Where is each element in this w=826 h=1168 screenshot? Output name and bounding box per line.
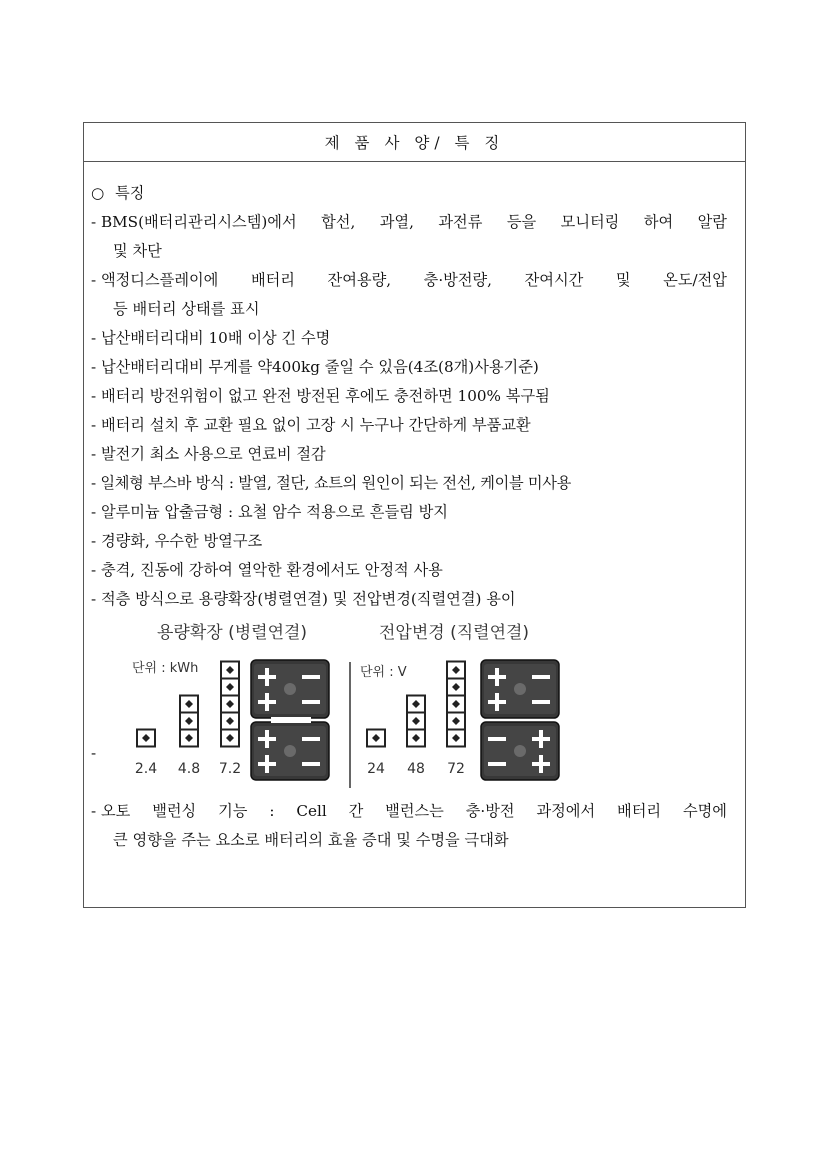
dash-marker: - bbox=[91, 213, 97, 231]
dash-marker: - bbox=[91, 561, 97, 579]
item-text: 적층 방식으로 용량확장(병렬연결) 및 전압변경(직렬연결) 용이 bbox=[100, 590, 516, 608]
series-stack-2 bbox=[407, 696, 425, 747]
item-text: 경량화, 우수한 방열구조 bbox=[100, 532, 263, 550]
spec-table bbox=[83, 122, 746, 908]
dash-marker: - bbox=[91, 387, 97, 405]
item-text: BMS(배터리관리시스템)에서 합선, 과열, 과전류 등을 모니터링 하여 알람 bbox=[100, 213, 727, 231]
parallel-stack-2 bbox=[180, 696, 198, 747]
list-item bbox=[91, 469, 737, 498]
series-value-3: 72 bbox=[447, 761, 465, 777]
list-item-continuation bbox=[91, 237, 737, 266]
list-item bbox=[91, 797, 737, 826]
series-value-2: 48 bbox=[407, 761, 425, 777]
item-text: 충격, 진동에 강하여 열악한 환경에서도 안정적 사용 bbox=[100, 561, 443, 579]
parallel-unit: 단위 : kWh bbox=[132, 661, 199, 676]
item-text: 일체형 부스바 방식 : 발열, 절단, 쇼트의 원인이 되는 전선, 케이블 미사용 bbox=[100, 474, 571, 492]
list-item bbox=[91, 208, 737, 237]
parallel-value-2: 4.8 bbox=[177, 761, 201, 777]
dash-marker: - bbox=[91, 503, 97, 521]
dash-marker: - bbox=[91, 358, 97, 376]
parallel-battery-bottom bbox=[251, 722, 329, 780]
item-text: 알루미늄 압출금형 : 요철 암수 적용으로 흔들림 방지 bbox=[100, 503, 448, 521]
list-item bbox=[91, 556, 737, 585]
list-item bbox=[91, 353, 737, 382]
dash-marker: - bbox=[91, 532, 97, 550]
list-item bbox=[91, 527, 737, 556]
item-text: 발전기 최소 사용으로 연료비 절감 bbox=[100, 445, 326, 463]
series-stack-1 bbox=[367, 730, 385, 747]
list-item-continuation bbox=[91, 295, 737, 324]
dash-marker: - bbox=[91, 271, 97, 289]
figure-row bbox=[91, 614, 737, 797]
section-heading bbox=[91, 179, 737, 208]
parallel-stack-3 bbox=[221, 662, 239, 747]
list-item bbox=[91, 411, 737, 440]
item-text: 큰 영향을 주는 요소로 배터리의 효율 증대 및 수명을 극대화 bbox=[113, 831, 509, 849]
dash-marker: - bbox=[91, 329, 97, 347]
parallel-stack-1 bbox=[137, 730, 155, 747]
list-item bbox=[91, 585, 737, 614]
dash-marker: - bbox=[91, 445, 97, 463]
series-battery-top bbox=[481, 660, 559, 718]
list-item-continuation bbox=[91, 826, 737, 855]
table-title: 제 품 사 양/ 특 징 bbox=[324, 134, 505, 152]
parallel-value-1: 2.4 bbox=[134, 761, 158, 777]
busbar bbox=[271, 717, 311, 723]
series-unit: 단위 : V bbox=[360, 665, 407, 680]
series-title: 전압변경 (직렬연결) bbox=[379, 623, 530, 643]
stacking-figure bbox=[121, 616, 571, 792]
parallel-title: 용량확장 (병렬연결) bbox=[157, 623, 308, 643]
list-item bbox=[91, 440, 737, 469]
list-item bbox=[91, 324, 737, 353]
table-header bbox=[84, 123, 745, 162]
list-item bbox=[91, 266, 737, 295]
item-text: 등 배터리 상태를 표시 bbox=[113, 300, 260, 318]
item-text: 액정디스플레이에 배터리 잔여용량, 충·방전량, 잔여시간 및 온도/전압 bbox=[100, 271, 727, 289]
series-stack-3 bbox=[447, 662, 465, 747]
item-text: 납산배터리대비 10배 이상 긴 수명 bbox=[100, 329, 331, 347]
list-item bbox=[91, 498, 737, 527]
item-text: 배터리 방전위험이 없고 완전 방전된 후에도 충전하면 100% 복구됨 bbox=[100, 387, 550, 405]
dash-marker: - bbox=[91, 590, 97, 608]
list-item bbox=[91, 382, 737, 411]
dash-marker: - bbox=[91, 802, 97, 820]
item-text: 납산배터리대비 무게를 약400kg 줄일 수 있음(4조(8개)사용기준) bbox=[100, 358, 539, 376]
parallel-battery-top bbox=[251, 660, 329, 718]
dash-marker: - bbox=[91, 474, 96, 492]
series-value-1: 24 bbox=[367, 761, 385, 777]
item-text: 및 차단 bbox=[113, 242, 162, 260]
item-text: 오토 밸런싱 기능 : Cell 간 밸런스는 충·방전 과정에서 배터리 수명에 bbox=[100, 802, 727, 820]
circle-marker: ○ bbox=[91, 184, 105, 202]
dash-marker: - bbox=[91, 744, 97, 762]
parallel-value-3: 7.2 bbox=[218, 761, 242, 777]
series-battery-bottom bbox=[481, 722, 559, 780]
item-text: 배터리 설치 후 교환 필요 없이 고장 시 누구나 간단하게 부품교환 bbox=[100, 416, 531, 434]
features-content bbox=[84, 162, 745, 855]
section-title: 특징 bbox=[115, 184, 145, 202]
dash-marker: - bbox=[91, 416, 97, 434]
